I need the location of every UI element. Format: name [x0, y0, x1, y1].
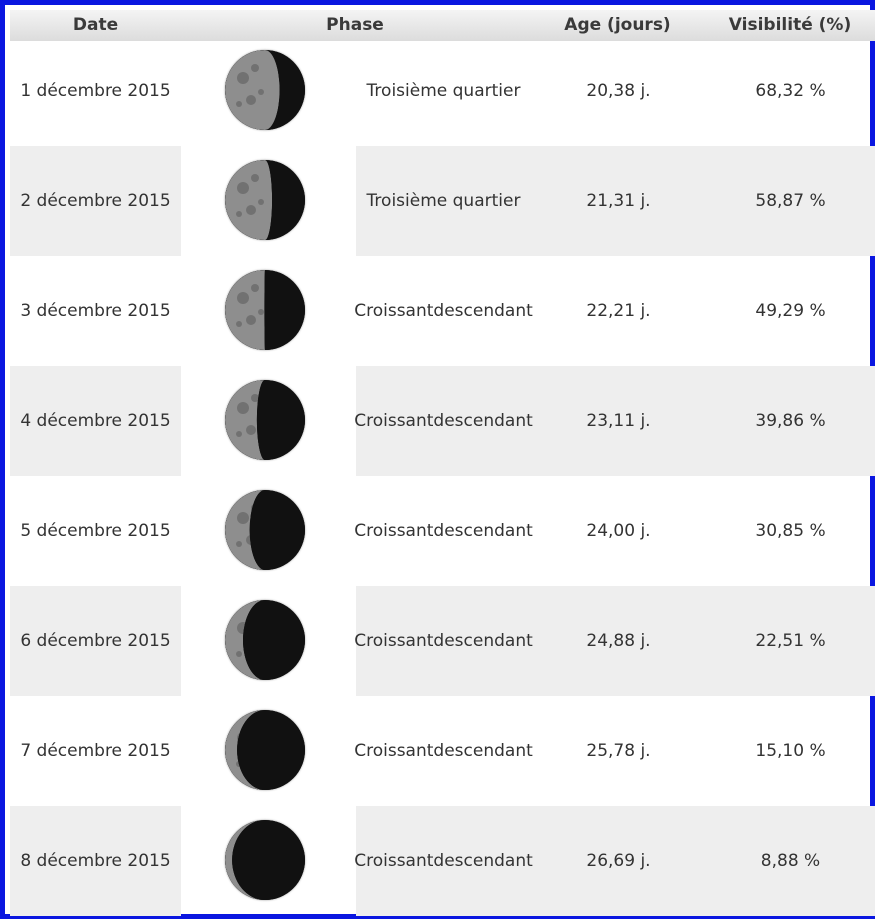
- header-phase: Phase: [326, 15, 384, 35]
- phase-cell: [356, 366, 531, 476]
- table-row: [10, 806, 875, 916]
- moon-phase-icon: [225, 160, 309, 244]
- visibility-cell: 39,86 %: [755, 411, 826, 431]
- phase-label: Croissant: [354, 851, 434, 871]
- age-cell: 24,00 j.: [586, 521, 651, 541]
- visibility-cell: 8,88 %: [760, 851, 821, 871]
- moon-phase-icon: [225, 380, 309, 464]
- date-cell: 2 décembre 2015: [20, 191, 171, 211]
- table-row: [10, 36, 875, 146]
- phase-cell: [356, 696, 531, 806]
- phase-label: Troisième quartier: [366, 191, 521, 211]
- date-cell: 8 décembre 2015: [20, 851, 171, 871]
- visibility-cell: 68,32 %: [755, 81, 826, 101]
- moon-phase-icon: [225, 820, 309, 904]
- phase-label: Croissant: [354, 301, 434, 321]
- phase-cell: [356, 36, 531, 146]
- table-row: [10, 256, 875, 366]
- phase-label: Croissant: [354, 411, 434, 431]
- age-cell: 25,78 j.: [586, 741, 651, 761]
- header-date: Date: [72, 15, 119, 35]
- phase-cell: [356, 146, 531, 256]
- visibility-cell: 15,10 %: [755, 741, 826, 761]
- visibility-cell: 49,29 %: [755, 301, 826, 321]
- date-cell: 6 décembre 2015: [20, 631, 171, 651]
- visibility-cell: 22,51 %: [755, 631, 826, 651]
- phase-label-2: descendant: [433, 851, 533, 871]
- table-row: [10, 146, 875, 256]
- visibility-cell: 58,87 %: [755, 191, 826, 211]
- age-cell: 22,21 j.: [586, 301, 651, 321]
- visibility-cell: 30,85 %: [755, 521, 826, 541]
- table-row: [10, 366, 875, 476]
- header-age: Age (jours): [564, 15, 671, 35]
- moon-phase-icon: [225, 710, 309, 794]
- age-cell: 20,38 j.: [586, 81, 651, 101]
- age-cell: 26,69 j.: [586, 851, 651, 871]
- phase-label-2: descendant: [433, 741, 533, 761]
- age-cell: 21,31 j.: [586, 191, 651, 211]
- date-cell: 7 décembre 2015: [20, 741, 171, 761]
- phase-cell: [356, 256, 531, 366]
- header-visibility: Visibilité (%): [728, 15, 852, 35]
- phase-cell: [356, 476, 531, 586]
- table-row: [10, 696, 875, 806]
- table-row: [10, 476, 875, 586]
- moon-phase-icon: [225, 270, 309, 354]
- age-cell: 23,11 j.: [586, 411, 651, 431]
- phase-label-2: descendant: [433, 521, 533, 541]
- moon-phase-icon: [225, 50, 309, 134]
- table-row: [10, 586, 875, 696]
- date-cell: 1 décembre 2015: [20, 81, 171, 101]
- phase-cell: [356, 806, 531, 916]
- phase-label: Croissant: [354, 631, 434, 651]
- age-cell: 24,88 j.: [586, 631, 651, 651]
- phase-label-2: descendant: [433, 411, 533, 431]
- date-cell: 5 décembre 2015: [20, 521, 171, 541]
- phase-label: Troisième quartier: [366, 81, 521, 101]
- moon-phase-icon: [225, 490, 309, 574]
- phase-label: Croissant: [354, 521, 434, 541]
- moon-phase-icon: [225, 600, 309, 684]
- phase-label-2: descendant: [433, 301, 533, 321]
- date-cell: 4 décembre 2015: [20, 411, 171, 431]
- phase-label-2: descendant: [433, 631, 533, 651]
- phase-label: Croissant: [354, 741, 434, 761]
- phase-cell: [356, 586, 531, 696]
- date-cell: 3 décembre 2015: [20, 301, 171, 321]
